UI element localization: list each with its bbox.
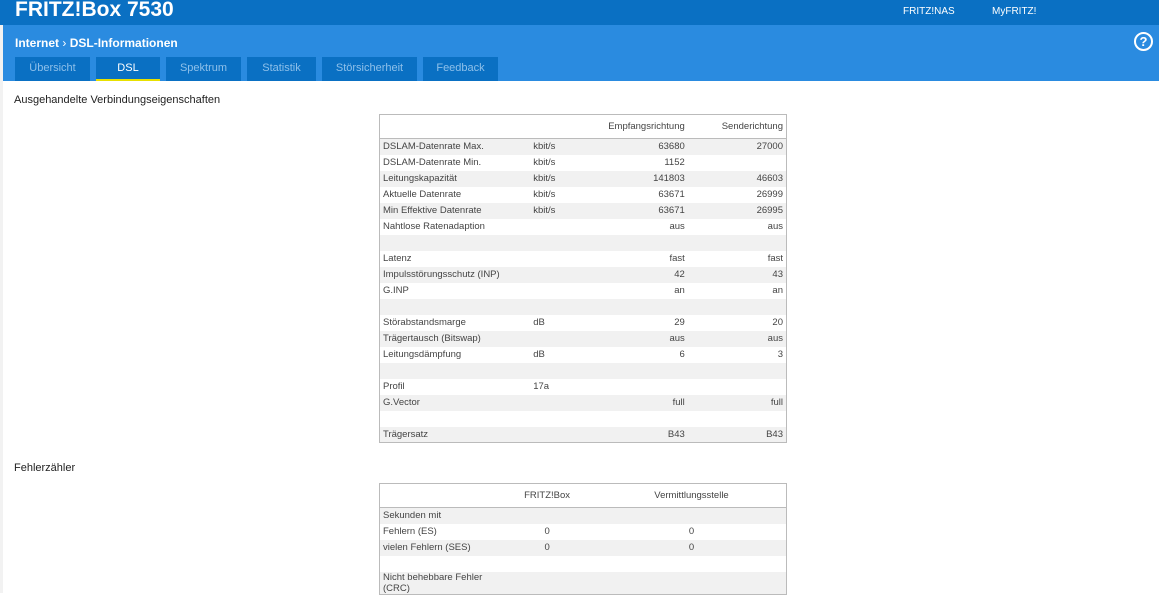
section-title-errors: Fehlerzähler: [14, 462, 76, 474]
tab-stoersicherheit[interactable]: Störsicherheit: [322, 57, 417, 81]
upstream-value: [688, 411, 787, 427]
table-row: [380, 283, 787, 299]
table-row: [380, 219, 787, 235]
breadcrumb-page: DSL-Informationen: [69, 36, 178, 50]
row-label: Leitungsdämpfung: [383, 349, 462, 360]
breadcrumb-section[interactable]: Internet: [15, 36, 60, 50]
help-icon[interactable]: ?: [1134, 32, 1153, 51]
section-title-connection: Ausgehandelte Verbindungseigenschaften: [14, 94, 221, 106]
downstream-value: 6: [679, 349, 685, 360]
row-label: [380, 299, 531, 315]
left-edge: [0, 25, 3, 593]
top-bar: [0, 0, 1159, 25]
table-row: [380, 251, 787, 267]
row-unit: dB: [533, 317, 545, 328]
row-unit: [530, 267, 590, 283]
row-label: [380, 235, 531, 251]
nav-bar: [3, 25, 1159, 81]
downstream-value: 63671: [658, 205, 685, 216]
table-row: [380, 267, 787, 283]
connection-properties-table: [379, 114, 787, 443]
downstream-value: 63680: [658, 141, 685, 153]
tab-bar: [15, 57, 498, 81]
row-unit: [530, 283, 590, 299]
row-unit: [530, 331, 590, 347]
downstream-value: 29: [674, 317, 685, 328]
downstream-value: aus: [669, 333, 685, 344]
downstream-value: [590, 363, 688, 379]
myfritz-link[interactable]: MyFRITZ!: [992, 6, 1037, 17]
exchange-value: [597, 508, 787, 524]
upstream-value: fast: [767, 253, 783, 264]
row-label: vielen Fehlern (SES): [383, 542, 471, 553]
table-row: [380, 379, 787, 395]
row-unit: [530, 395, 590, 411]
table-row: [380, 187, 787, 203]
table-row: [380, 540, 787, 556]
table-row: [380, 299, 787, 315]
row-label: [380, 411, 531, 427]
tab-statistik[interactable]: Statistik: [247, 57, 316, 81]
table-row: [380, 235, 787, 251]
table-row: [380, 411, 787, 427]
breadcrumb-separator: ›: [62, 36, 67, 50]
row-unit: [530, 299, 590, 315]
downstream-value: 63671: [658, 189, 685, 200]
row-label: [380, 363, 531, 379]
table-row: [380, 203, 787, 219]
table-row: [380, 572, 787, 595]
downstream-value: aus: [669, 221, 685, 232]
upstream-value: [688, 379, 787, 395]
downstream-value: 1152: [664, 157, 685, 168]
row-label: Impulsstörungsschutz (INP): [383, 269, 500, 280]
row-unit: kbit/s: [533, 205, 556, 216]
table-row: [380, 556, 787, 572]
table-row: [380, 524, 787, 540]
downstream-value: [590, 299, 688, 315]
breadcrumb: [15, 36, 178, 50]
downstream-value: [590, 411, 688, 427]
upstream-value: [688, 155, 787, 171]
row-label: Störabstandsmarge: [383, 317, 466, 328]
upstream-value: 20: [772, 317, 783, 328]
row-unit: 17a: [533, 381, 550, 392]
row-label: Nahtlose Ratenadaption: [383, 221, 485, 232]
row-unit: [530, 427, 590, 443]
table-row: [380, 427, 787, 443]
fritzbox-value: [497, 508, 597, 524]
upstream-value: [688, 235, 787, 251]
downstream-value: B43: [667, 428, 685, 440]
col-header-upstream: Senderichtung: [688, 115, 787, 139]
downstream-value: 141803: [653, 173, 685, 184]
exchange-value: [597, 572, 787, 595]
upstream-value: [688, 363, 787, 379]
row-unit: dB: [533, 349, 545, 360]
fritznas-link[interactable]: FRITZ!NAS: [903, 6, 955, 17]
row-label: Latenz: [383, 253, 412, 264]
row-label: Profil: [383, 381, 405, 392]
table-row: [380, 331, 787, 347]
row-unit: [530, 251, 590, 267]
downstream-value: an: [674, 285, 685, 296]
table-row: [380, 508, 787, 524]
table-row: [380, 347, 787, 363]
upstream-value: [688, 299, 787, 315]
row-label: [380, 556, 498, 572]
row-label: Sekunden mit: [383, 510, 442, 522]
error-counter-table: [379, 483, 787, 595]
row-label: G.INP: [383, 285, 409, 296]
tab-spektrum[interactable]: Spektrum: [166, 57, 241, 81]
upstream-value: aus: [767, 221, 783, 232]
table-row: [380, 395, 787, 411]
upstream-value: full: [770, 397, 783, 408]
tab-feedback[interactable]: Feedback: [423, 57, 498, 81]
upstream-value: 26999: [756, 189, 783, 200]
tab-dsl[interactable]: DSL: [96, 57, 160, 81]
upstream-value: B43: [766, 428, 783, 440]
table-row: [380, 155, 787, 171]
col-header-label: [380, 115, 531, 139]
row-label: Leitungskapazität: [383, 173, 457, 184]
row-unit: [530, 363, 590, 379]
downstream-value: full: [672, 397, 685, 408]
table-row: [380, 139, 787, 155]
upstream-value: 43: [772, 269, 783, 280]
upstream-value: 27000: [756, 141, 783, 153]
upstream-value: 3: [777, 349, 783, 360]
upstream-value: 26995: [756, 205, 783, 216]
row-unit: kbit/s: [533, 189, 556, 200]
downstream-value: [590, 379, 688, 395]
exchange-value: 0: [688, 542, 695, 553]
downstream-value: fast: [669, 253, 685, 264]
col-header-exchange: Vermittlungsstelle: [597, 484, 787, 508]
tab-uebersicht[interactable]: Übersicht: [15, 57, 90, 81]
row-label: Aktuelle Datenrate: [383, 189, 462, 200]
row-label: Trägersatz: [383, 428, 429, 440]
exchange-value: [597, 556, 787, 572]
row-label: G.Vector: [383, 397, 420, 408]
table-row: [380, 171, 787, 187]
row-label: Trägertausch (Bitswap): [383, 333, 481, 344]
row-label: Fehlern (ES): [383, 526, 437, 537]
row-label: DSLAM-Datenrate Min.: [383, 157, 482, 168]
row-unit: [530, 235, 590, 251]
fritzbox-value: 0: [544, 526, 550, 537]
col-header-downstream: Empfangsrichtung: [590, 115, 688, 139]
col-header-fritzbox: FRITZ!Box: [497, 484, 597, 508]
fritzbox-value: 0: [544, 542, 550, 553]
table-row: [380, 315, 787, 331]
downstream-value: [590, 235, 688, 251]
upstream-value: aus: [767, 333, 783, 344]
row-unit: [530, 219, 590, 235]
col-header-unit: [530, 115, 590, 139]
row-unit: kbit/s: [533, 141, 556, 153]
col-header-label: [380, 484, 498, 508]
row-label: DSLAM-Datenrate Max.: [383, 141, 484, 153]
downstream-value: 42: [674, 269, 685, 280]
row-label: Min Effektive Datenrate: [383, 205, 482, 216]
exchange-value: 0: [688, 526, 695, 537]
brand-logo[interactable]: FRITZ!Box 7530: [15, 0, 174, 21]
row-unit: kbit/s: [533, 157, 556, 168]
fritzbox-value: [497, 572, 597, 595]
upstream-value: 46603: [756, 173, 783, 184]
table-row: [380, 363, 787, 379]
row-unit: kbit/s: [533, 173, 556, 184]
upstream-value: an: [772, 285, 783, 296]
fritzbox-value: [497, 556, 597, 572]
row-unit: [530, 411, 590, 427]
row-label: Nicht behebbare Fehler (CRC): [383, 571, 483, 594]
